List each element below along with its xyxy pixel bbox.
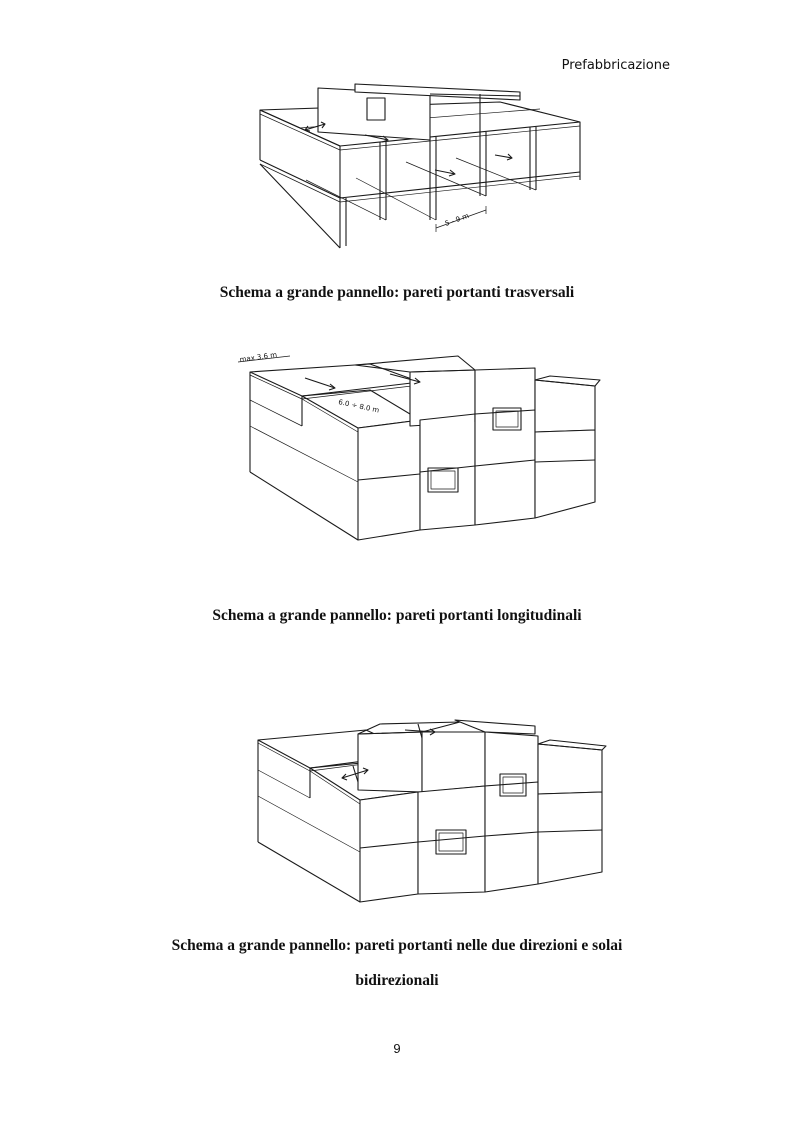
figure-caption-line-2: bidirezionali	[355, 972, 439, 989]
figure-caption-line-1: Schema a grande pannello: pareti portanti nelle due direzioni e solai	[171, 937, 623, 954]
figure-caption: Schema a grande pannello: pareti portanti longitudinali	[212, 607, 582, 624]
dimension-label-width: max 3.6 m	[239, 350, 278, 364]
figure-bidirectional-walls-drawing	[250, 712, 610, 907]
dimension-label: 5 - 9 m	[443, 211, 471, 228]
figure-longitudinal-walls	[230, 350, 610, 545]
figure-transverse-walls-drawing	[250, 80, 590, 255]
dimension-label-span: 6.0 ÷ 8.0 m	[337, 398, 380, 415]
figure-transverse-walls	[250, 80, 590, 255]
running-header: Prefabbricazione	[561, 58, 670, 73]
figure-bidirectional-walls	[250, 712, 610, 907]
figure-caption: Schema a grande pannello: pareti portanti trasversali	[219, 284, 575, 301]
page-number: 9	[393, 1041, 401, 1056]
figure-longitudinal-walls-drawing	[230, 350, 610, 545]
